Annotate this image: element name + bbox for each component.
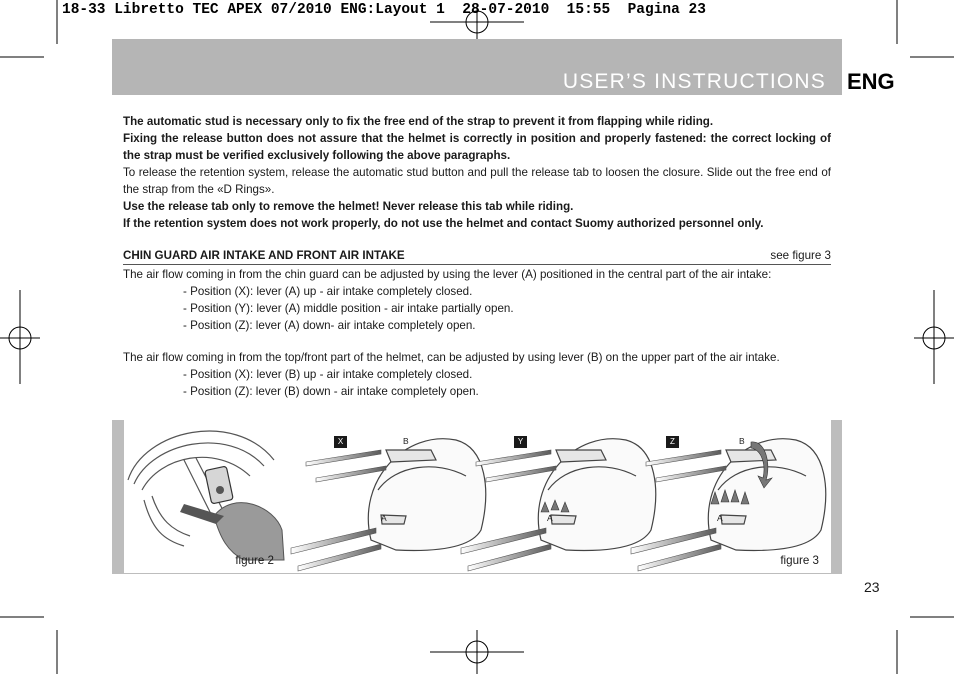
figure-3-caption: figure 3 (780, 554, 819, 567)
language-label: ENG (847, 69, 895, 94)
lever-a-label: A (381, 513, 387, 523)
air-intake-illustration (286, 420, 831, 573)
intro-paragraph-5: If the retention system does not work properly, do not use the helmet and contact Suomy authorized personnel only. (123, 217, 764, 230)
list-item: - Position (X): lever (B) up - air intake completely closed. (183, 368, 473, 381)
figure-reference: see figure 3 (770, 249, 831, 262)
header-banner (112, 39, 842, 95)
position-tag-x: X (334, 436, 347, 448)
intro-paragraph-4: Use the release tab only to remove the helmet! Never release this tab while riding. (123, 200, 574, 213)
list-item: - Position (X): lever (A) up - air intake completely closed. (183, 285, 473, 298)
figure-3 (286, 420, 831, 573)
section-title: CHIN GUARD AIR INTAKE AND FRONT AIR INTAKE (123, 249, 405, 262)
main-text (123, 113, 831, 400)
lever-a-label: A (717, 513, 723, 523)
print-slug-line: 18-33 Libretto TEC APEX 07/2010 ENG:Layout 1 28-07-2010 15:55 Pagina 23 (62, 2, 706, 18)
figure-panel (112, 420, 842, 574)
intro-paragraph-2: Fixing the release button does not assure that the helmet is correctly in position and properly fastened: the correct locking of the strap must be verified exclusively following the above paragraphs. (123, 132, 831, 162)
helmet-position-y (538, 439, 655, 551)
intro-paragraph-3: To release the retention system, release the automatic stud button and pull the release tab to loosen the closure. Slide out the free end of the strap from the «D Rings». (123, 166, 831, 196)
page-title: USER’S INSTRUCTIONS (562, 70, 826, 93)
section-paragraph-2: The air flow coming in from the top/front part of the helmet, can be adjusted by using lever (B) on the upper part of the air intake. (123, 351, 780, 364)
intro-paragraph-1: The automatic stud is necessary only to fix the free end of the strap to prevent it from flapping while riding. (123, 115, 714, 128)
position-tag-y: Y (514, 436, 527, 448)
helmet-position-x (368, 439, 485, 551)
list-item: - Position (Z): lever (A) down- air intake completely open. (183, 319, 476, 332)
section-paragraph-1: The air flow coming in from the chin guard can be adjusted by using the lever (A) positioned in the central part of the air intake: (123, 268, 772, 281)
figure-2-caption: figure 2 (235, 554, 274, 567)
page-number: 23 (864, 579, 880, 595)
airflow-arrows (291, 450, 726, 571)
list-item: - Position (Z): lever (B) down - air intake completely open. (183, 385, 479, 398)
position-tag-z: Z (666, 436, 679, 448)
lever-b-label: B (403, 436, 409, 446)
helmet-strap-illustration (124, 420, 286, 573)
lever-b-label: B (739, 436, 745, 446)
figure-2 (124, 420, 286, 573)
list-item: - Position (Y): lever (A) middle position - air intake partially open. (183, 302, 514, 315)
section-heading (123, 247, 831, 265)
lever-a-label: A (547, 513, 553, 523)
